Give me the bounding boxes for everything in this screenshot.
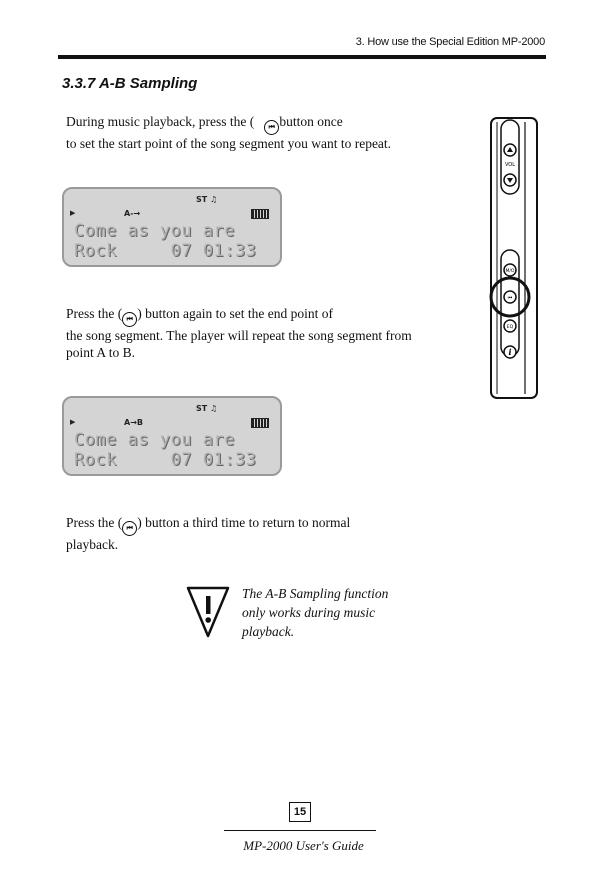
volume-up-icon xyxy=(504,144,516,156)
ab-indicator: A→B xyxy=(124,418,143,427)
note-text xyxy=(242,584,388,641)
note-line-2: only works during music xyxy=(242,605,376,620)
p1-text-a: During music playback, press the ( xyxy=(66,114,255,129)
footer-rule xyxy=(224,830,376,831)
note-line-3: playback. xyxy=(242,624,295,639)
vol-label: VOL xyxy=(504,162,516,168)
p2-text-a: Press the ( xyxy=(66,306,123,321)
page-number: 15 xyxy=(289,802,311,822)
lcd-line-2: Rock 07 01:33 xyxy=(74,450,257,470)
music-note-icon: ♫ xyxy=(210,195,218,204)
ab-indicator: A-→ xyxy=(124,209,141,218)
footer-title: MP-2000 User's Guide xyxy=(243,838,364,853)
play-icon: ▶ xyxy=(70,418,76,426)
stereo-indicator: ST xyxy=(196,195,208,204)
paragraph-1 xyxy=(66,113,391,152)
info-label: i xyxy=(508,347,512,357)
eq-label: EQ xyxy=(506,325,514,330)
ab-button-icon: ⏮ xyxy=(122,312,137,327)
p1-line-2: to set the start point of the song segment you want to repeat. xyxy=(66,136,392,151)
p2-line-2: the song segment. The player will repeat the song segment from xyxy=(66,328,412,343)
volume-down-icon xyxy=(504,174,516,186)
lcd-line-1: Come as you are xyxy=(74,221,236,241)
lcd-line-1: Come as you are xyxy=(74,430,236,450)
lcd-display-a xyxy=(62,187,282,267)
warning-icon xyxy=(184,584,232,640)
paragraph-3 xyxy=(66,514,350,553)
p3-text-b: ) button a third time to return to normal xyxy=(137,515,351,530)
ab-button-icon: ⏮ xyxy=(264,120,279,135)
ab-button-icon: ⏮ xyxy=(122,521,137,536)
music-note-icon: ♫ xyxy=(210,404,218,413)
note-line-1: The A-B Sampling function xyxy=(242,586,389,601)
mo-label: M/O xyxy=(505,269,515,274)
p3-text-a: Press the ( xyxy=(66,515,123,530)
play-icon: ▶ xyxy=(70,209,76,217)
paragraph-2 xyxy=(66,305,412,361)
device-side-illustration xyxy=(485,112,547,402)
p2-line-3: point A to B. xyxy=(66,345,136,360)
stereo-indicator: ST xyxy=(196,404,208,413)
lcd-line-2: Rock 07 01:33 xyxy=(74,241,257,261)
battery-icon xyxy=(251,209,269,219)
battery-icon xyxy=(251,418,269,428)
running-header: 3. How use the Special Edition MP-2000 xyxy=(355,36,545,48)
p1-text-b: button once xyxy=(279,114,343,129)
lcd-display-b xyxy=(62,396,282,476)
section-title: 3.3.7 A-B Sampling xyxy=(62,75,198,92)
p2-text-b: ) button again to set the end point of xyxy=(137,306,333,321)
p3-line-2: playback. xyxy=(66,537,119,552)
header-rule xyxy=(58,55,546,59)
svg-text:⏮: ⏮ xyxy=(507,295,513,301)
